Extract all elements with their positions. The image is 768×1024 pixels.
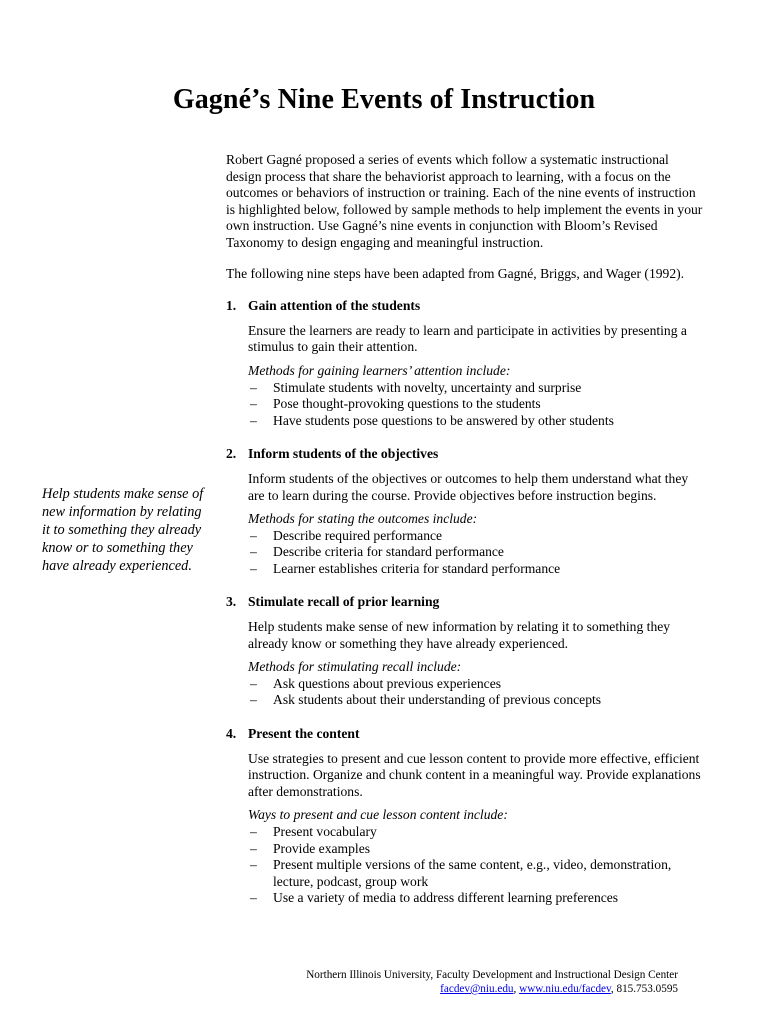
event-2: [226, 446, 704, 577]
main-content: [226, 152, 704, 924]
dash-bullet: –: [250, 527, 257, 543]
event-heading: [226, 594, 704, 611]
event-title: Present the content: [248, 726, 360, 742]
list-item: – Present multiple versions of the same content, e.g., video, demonstration, lecture, podcast, group work: [250, 857, 672, 889]
methods-list: [248, 380, 704, 430]
dash-bullet: –: [250, 824, 257, 839]
dash-bullet: –: [250, 412, 257, 428]
methods-label: Methods for gaining learners’ attention include:: [248, 362, 511, 378]
event-1: [226, 298, 704, 429]
event-number: 4.: [226, 726, 237, 742]
event-number: 2.: [226, 446, 237, 462]
event-4: [226, 726, 704, 907]
event-title: Gain attention of the students: [248, 298, 421, 314]
list-item: – Ask students about their understanding of previous concepts: [250, 692, 602, 708]
list-item: – Have students pose questions to be answered by other students: [250, 412, 614, 428]
dash-bullet: –: [250, 840, 257, 856]
methods-label: Methods for stimulating recall include:: [248, 659, 462, 675]
intro-paragraph: Robert Gagné proposed a series of events which follow a systematic instructional design process that share the behaviorist approach to learning, with a focus on the outcomes or behaviors of instruction or training. Each of the nine events of instruction is highlighted below, followed by sample methods to help implement the events in your own instruction. Use Gagné’s nine events in conjunction with Bloom’s Revised Taxonomy to design engaging and meaningful instruction.: [226, 152, 703, 250]
event-number: 3.: [226, 594, 237, 610]
footer-org: Northern Illinois University, Faculty Development and Instructional Design Center: [306, 969, 678, 981]
list-item: – Describe criteria for standard performance: [250, 544, 504, 560]
list-item: – Stimulate students with novelty, uncertainty and surprise: [250, 379, 582, 395]
list-item: – Provide examples: [250, 840, 371, 856]
email-link[interactable]: facdev@niu.edu: [440, 983, 514, 995]
dash-bullet: –: [250, 544, 257, 560]
event-heading: [226, 726, 704, 743]
event-description: Help students make sense of new information by relating it to something they already know or something they have already experienced.: [248, 619, 671, 651]
sidebar-quote: Help students make sense of new information by relating it to something they already know or to something they have already experienced.: [42, 486, 204, 574]
event-heading: [226, 446, 704, 463]
event-heading: [226, 298, 704, 315]
dash-bullet: –: [250, 379, 257, 395]
page-title: Gagné’s Nine Events of Instruction: [172, 84, 596, 115]
list-item: – Describe required performance: [250, 527, 443, 543]
dash-bullet: –: [250, 675, 257, 691]
dash-bullet: –: [250, 692, 257, 708]
dash-bullet: –: [250, 396, 257, 412]
list-item: – Learner establishes criteria for standard performance: [250, 560, 561, 576]
event-description: Inform students of the objectives or outcomes to help them understand what they are to learn during the course. Provide objectives before instruction begins.: [248, 470, 689, 503]
website-link[interactable]: www.niu.edu/facdev: [519, 983, 611, 995]
dash-bullet: –: [250, 857, 257, 873]
dash-bullet: –: [250, 890, 257, 906]
list-item: – Ask questions about previous experiences: [250, 675, 502, 691]
list-item: – Present vocabulary: [250, 824, 377, 839]
page-footer: [306, 968, 678, 996]
dash-bullet: –: [250, 560, 257, 576]
event-description: Ensure the learners are ready to learn and participate in activities by presenting a stimulus to gain their attention.: [248, 322, 687, 355]
adapted-note: The following nine steps have been adapted from Gagné, Briggs, and Wager (1992).: [226, 265, 685, 281]
list-item: – Use a variety of media to address different learning preferences: [250, 890, 619, 906]
event-title: Stimulate recall of prior learning: [248, 594, 440, 610]
methods-label: Ways to present and cue lesson content include:: [248, 807, 508, 823]
event-description: Use strategies to present and cue lesson content to provide more effective, efficient instruction. Organize and chunk content in a meaningful way. Provide explanations after demonstrations.: [248, 750, 701, 799]
methods-list: [248, 824, 704, 907]
event-title: Inform students of the objectives: [248, 446, 439, 462]
methods-list: [248, 676, 704, 709]
methods-list: [248, 528, 704, 578]
event-3: [226, 594, 704, 709]
methods-label: Methods for stating the outcomes include:: [248, 511, 478, 527]
footer-phone: 815.753.0595: [616, 983, 678, 995]
list-item: – Pose thought-provoking questions to the students: [250, 396, 541, 412]
footer-contact: facdev@niu.edu, www.niu.edu/facdev, 815.753.0595: [440, 983, 678, 995]
event-number: 1.: [226, 298, 237, 314]
